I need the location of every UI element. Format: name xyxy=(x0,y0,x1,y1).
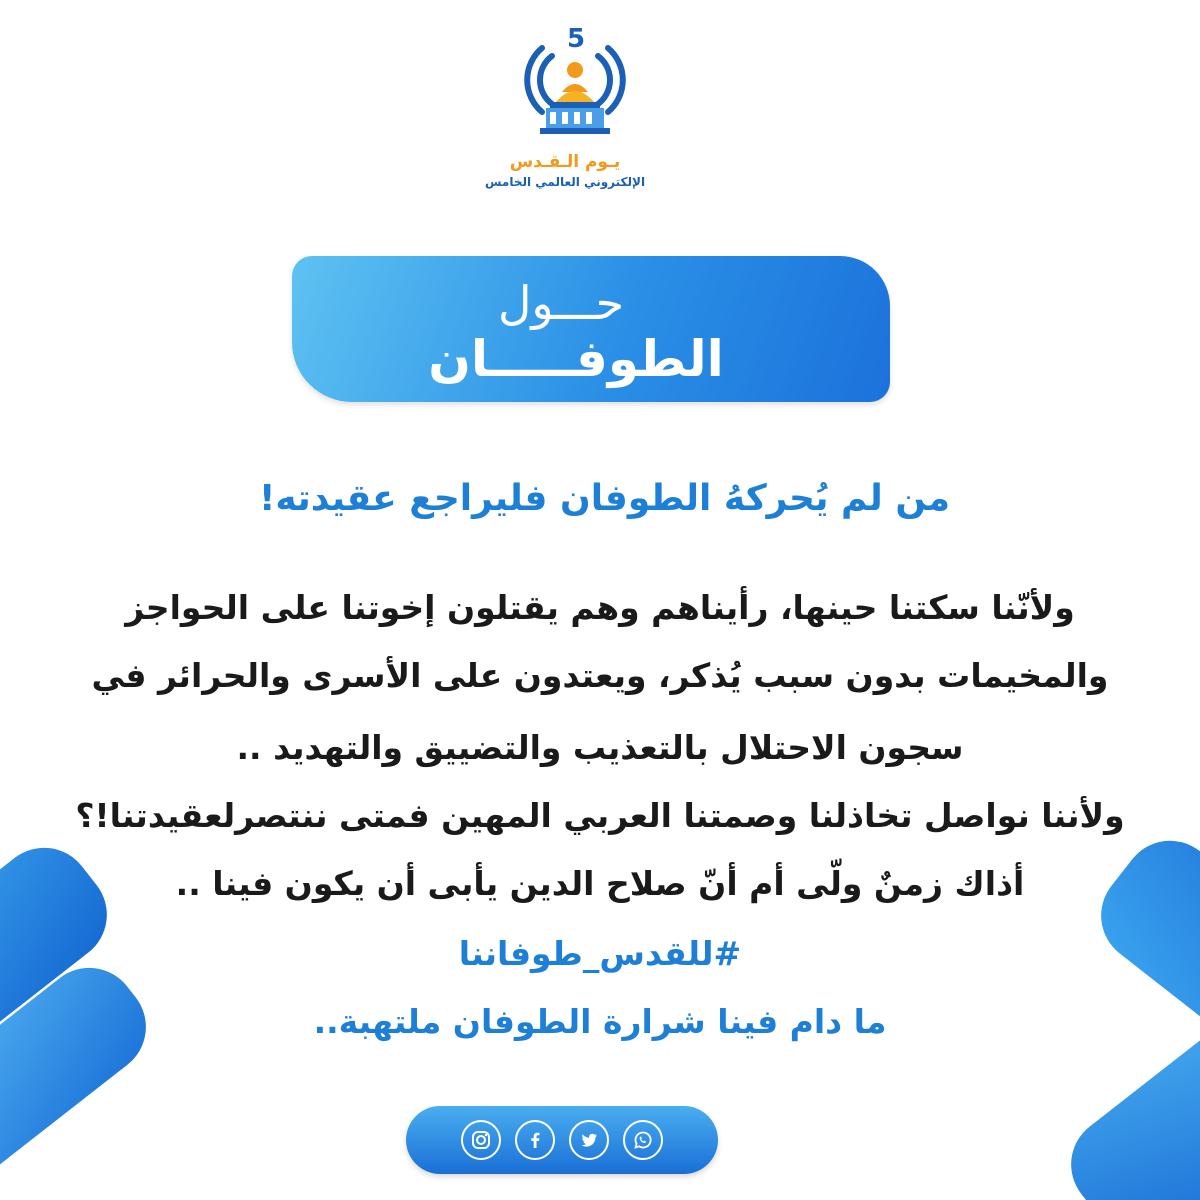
facebook-icon[interactable] xyxy=(515,1120,555,1160)
hashtag-link[interactable]: #للقدس_طوفاننا xyxy=(458,934,742,973)
event-logo xyxy=(480,20,670,190)
closing-line: ما دام فينا شرارة الطوفان ملتهبة.. xyxy=(313,1002,887,1041)
banner-line-1: حـــول xyxy=(497,276,625,330)
body-line-1: ولأنّنا سكتنا حينها، رأيناهم وهم يقتلون إخوتنا على الحواجز xyxy=(125,588,1075,627)
logo-subtitle: الإلكتروني العالمي الخامس xyxy=(484,175,646,189)
logo-title: يـوم الـقـدس xyxy=(509,152,621,172)
body-line-4: ولأننا نواصل تخاذلنا وصمتنا العربي المهين فمتى ننتصرلعقيدتنا!؟ xyxy=(75,796,1125,835)
logo-number: 5 xyxy=(567,24,586,54)
banner-line-2: الطوفـــــان xyxy=(428,330,724,388)
header-banner xyxy=(292,256,890,402)
instagram-icon[interactable] xyxy=(461,1120,501,1160)
twitter-icon[interactable] xyxy=(569,1120,609,1160)
whatsapp-icon[interactable] xyxy=(623,1120,663,1160)
body-line-3: سجون الاحتلال بالتعذيب والتضييق والتهديد .. xyxy=(236,728,964,767)
social-bar xyxy=(406,1106,718,1174)
post-heading: من لم يُحركهُ الطوفان فليراجع عقيدته! xyxy=(258,478,950,519)
body-line-5: أذاك زمنٌ ولّى أم أنّ صلاح الدين يأبى أن يكون فينا .. xyxy=(175,864,1025,903)
body-line-2: والمخيمات بدون سبب يُذكر، ويعتدون على الأسرى والحرائر في xyxy=(91,656,1109,695)
